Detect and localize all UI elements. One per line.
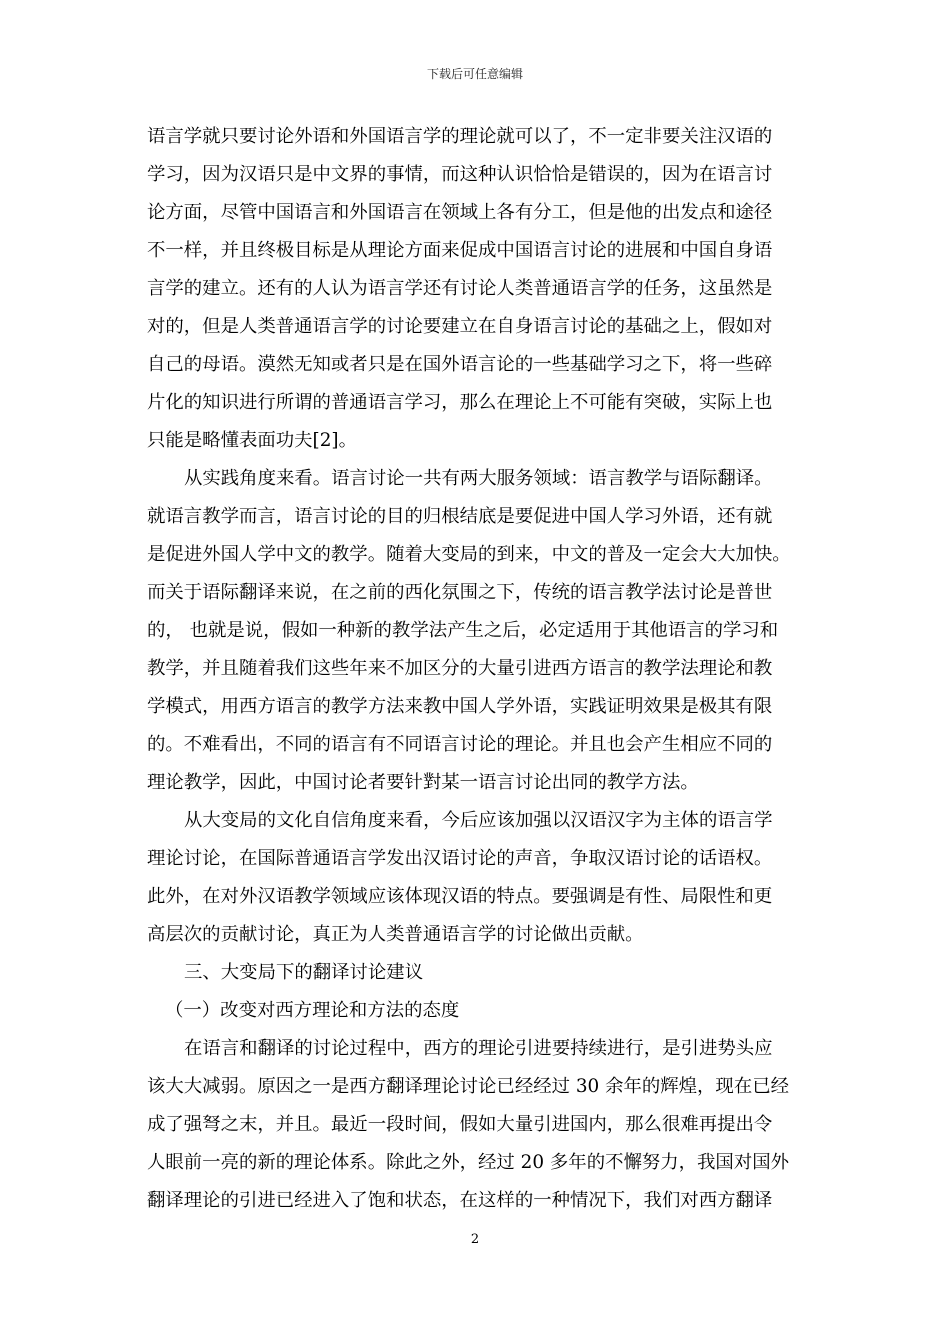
body-line: 高层次的贡献讨论，真正为人类普通语言学的讨论做出贡献。 (147, 924, 644, 945)
body-line: 的， 也就是说，假如一种新的教学法产生之后，必定适用于其他语言的学习和 (147, 620, 779, 641)
body-line: 自己的母语。漠然无知或者只是在国外语言论的一些基础学习之下，将一些碎 (147, 354, 773, 375)
section-heading: 三、大变局下的翻译讨论建议 (184, 962, 424, 983)
paragraph-start-line: 从实践角度来看。语言讨论一共有两大服务领域：语言教学与语际翻译。 (184, 468, 773, 489)
document-body (147, 118, 803, 1220)
body-line: 只能是略懂表面功夫[2]。 (147, 430, 357, 451)
body-line: 人眼前一亮的新的理论体系。除此之外，经过 20 多年的不懈努力，我国对国外 (147, 1152, 789, 1173)
paragraph-start-line: 在语言和翻译的讨论过程中，西方的理论引进要持续进行，是引进势头应 (184, 1038, 773, 1059)
body-line: 就语言教学而言，语言讨论的目的归根结底是要促进中国人学习外语，还有就 (147, 506, 773, 527)
subsection-heading: （一）改变对西方理论和方法的态度 (165, 1000, 460, 1021)
body-line: 言学的建立。还有的人认为语言学还有讨论人类普通语言学的任务，这虽然是 (147, 278, 773, 299)
body-line: 学习，因为汉语只是中文界的事情，而这种认识恰恰是错误的，因为在语言讨 (147, 164, 773, 185)
body-line: 语言学就只要讨论外语和外国语言学的理论就可以了，不一定非要关注汉语的 (147, 126, 773, 147)
paragraph-start-line: 从大变局的文化自信角度来看，今后应该加强以汉语汉字为主体的语言学 (184, 810, 773, 831)
body-line: 对的，但是人类普通语言学的讨论要建立在自身语言讨论的基础之上，假如对 (147, 316, 773, 337)
body-line: 片化的知识进行所谓的普通语言学习，那么在理论上不可能有突破，实际上也 (147, 392, 773, 413)
body-line: 论方面，尽管中国语言和外国语言在领域上各有分工，但是他的出发点和途径 (147, 202, 773, 223)
body-line: 理论讨论，在国际普通语言学发出汉语讨论的声音，争取汉语讨论的话语权。 (147, 848, 773, 869)
body-line: 而关于语际翻译来说，在之前的西化氛围之下，传统的语言教学法讨论是普世 (147, 582, 773, 603)
page-header: 下载后可任意编辑 (426, 67, 523, 81)
body-line: 理论教学，因此，中国讨论者要针對某一语言讨论出同的教学方法。 (147, 772, 699, 793)
body-line: 不一样，并且终极目标是从理论方面来促成中国语言讨论的进展和中国自身语 (147, 240, 773, 261)
body-line: 学模式，用西方语言的教学方法来教中国人学外语，实践证明效果是极其有限 (147, 696, 773, 717)
body-line: 该大大减弱。原因之一是西方翻译理论讨论已经经过 30 余年的辉煌，现在已经 (147, 1076, 789, 1097)
body-line: 翻译理论的引进已经进入了饱和状态，在这样的一种情况下，我们对西方翻译 (147, 1190, 773, 1211)
body-line: 的。不难看出，不同的语言有不同语言讨论的理论。并且也会产生相应不同的 (147, 734, 773, 755)
body-line: 成了强弩之末，并且。最近一段时间，假如大量引进国内，那么很难再提出令 (147, 1114, 773, 1135)
body-line: 此外，在对外汉语教学领域应该体现汉语的特点。要强调是有性、局限性和更 (147, 886, 773, 907)
body-line: 教学，并且随着我们这些年来不加区分的大量引进西方语言的教学法理论和教 (147, 658, 773, 679)
page-number: 2 (470, 1232, 480, 1247)
body-line: 是促进外国人学中文的教学。随着大变局的到来，中文的普及一定会大大加快。 (147, 544, 791, 565)
